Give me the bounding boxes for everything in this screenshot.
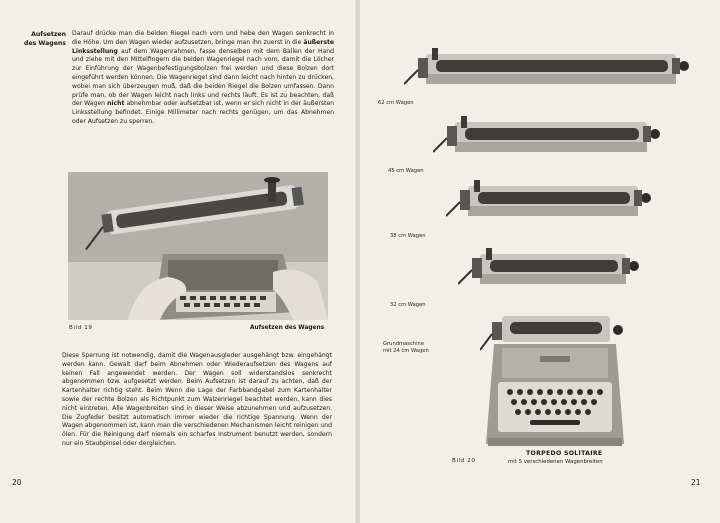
figure-title-right: TORPEDO SOLITAIRE xyxy=(526,450,603,457)
paragraph-bottom: Diese Sperrung ist notwendig, damit die Wagenausgleder ausgehängt bzw. eingehängt werden kann. Gewalt darf beim Abnehmen oder Wiederaufsetzen des Wagens auf keinen Fall angewendet werden. Der Wagen soll widerstandslos senkrecht abgenommen bzw. aufgesetzt werden. Beim Aufsetzen ist darauf zu achten, daß der Kartenhalter richtig steht. Beim Wenn die Lage der Farbbandgabel zum Kartenhalter sowie der rechte Bolzen als Richtpunkt zum Walzenriegel beachtet werden, kann dies nicht eintreten. Alle Wagenbreiten sind in dieser Weise abzunehmen und aufzusetzen. Die Zugfeder besitzt automatisch immer wieder die richtige Spannung. Wenn der Wagen abgenommen ist, kann man die verschiedenen Mechanismen leicht reinigen und ölen. Für die Reinigung darf niemals ein scharfes Instrument benutzt werden, sondern nur ein Staubpinsel oder dergleichen. xyxy=(62,352,332,447)
figure-subtitle-right: mit 5 verschiedenen Wagenbreiten xyxy=(508,459,603,465)
text-run: auf dem Wagenrahmen, fasse denselben mit dem Ballen der Hand und ziehe mit den Mittelfingern die beiden Wagenriegel nach vorn, damit die Löcher zur Einführung der Wagenbefestigungsbolzen frei werden und diese Bolzen dort eingeführt werden können. Die Wagenriegel sind dann leicht nach hinten zu drücken, wobei man sich überzeugen muß, daß die beiden Riegel die Bolzen umfassen. Dann prüfe man, ob der Wagen leicht nach links und rechts läuft. Es ist zu beachten, daß der Wagen xyxy=(72,47,334,108)
side-heading-line-1: Aufsetzen xyxy=(31,31,66,38)
paragraph-top xyxy=(72,30,334,144)
base-label-line-1: Grundmaschine xyxy=(383,341,425,347)
base-machine-label xyxy=(383,341,429,355)
figure-number-right: Bild 20 xyxy=(452,458,476,464)
base-label-line-2: mit 24 cm Wagen xyxy=(383,348,429,354)
bold-text-run: äußerste Linksstellung xyxy=(72,38,334,55)
typewriter-base-machine xyxy=(480,314,630,448)
photo-caption: Aufsetzen des Wagens xyxy=(250,325,325,331)
photo-figure-number: Bild 19 xyxy=(69,325,93,331)
carriage-label-45: 45 cm Wagen xyxy=(388,168,424,174)
carriage-label-32: 32 cm Wagen xyxy=(390,302,426,308)
text-run: Darauf drücke man die beiden Riegel nach vorn und hebe den Wagen senkrecht in die Höhe. Um den Wagen wieder aufzusetzen, bringe man ihn zuerst in die xyxy=(72,30,334,46)
carriage-62cm xyxy=(404,44,692,90)
side-heading-line-2: des Wagens xyxy=(24,40,66,47)
carriage-label-62: 62 cm Wagen xyxy=(378,100,414,106)
left-page xyxy=(0,0,357,523)
text-run: abnehmbar oder aufsetzbar ist, wenn er sich nicht in der äußersten Linksstellung befindet. Einige Millimeter nach rechts genügen, um das Abnehmen oder Aufsetzen zu sperren. xyxy=(72,100,334,125)
carriage-38cm xyxy=(446,176,654,222)
carriage-label-38: 38 cm Wagen xyxy=(390,233,426,239)
bold-text-run: nicht xyxy=(107,100,125,108)
carriage-45cm xyxy=(433,112,663,158)
carriage-32cm xyxy=(458,244,642,290)
side-heading xyxy=(10,30,66,48)
photo-illustration xyxy=(68,172,328,320)
page-number-right: 21 xyxy=(691,478,701,487)
photo-carriage-mounting xyxy=(68,172,328,320)
page-number-left: 20 xyxy=(12,478,22,487)
